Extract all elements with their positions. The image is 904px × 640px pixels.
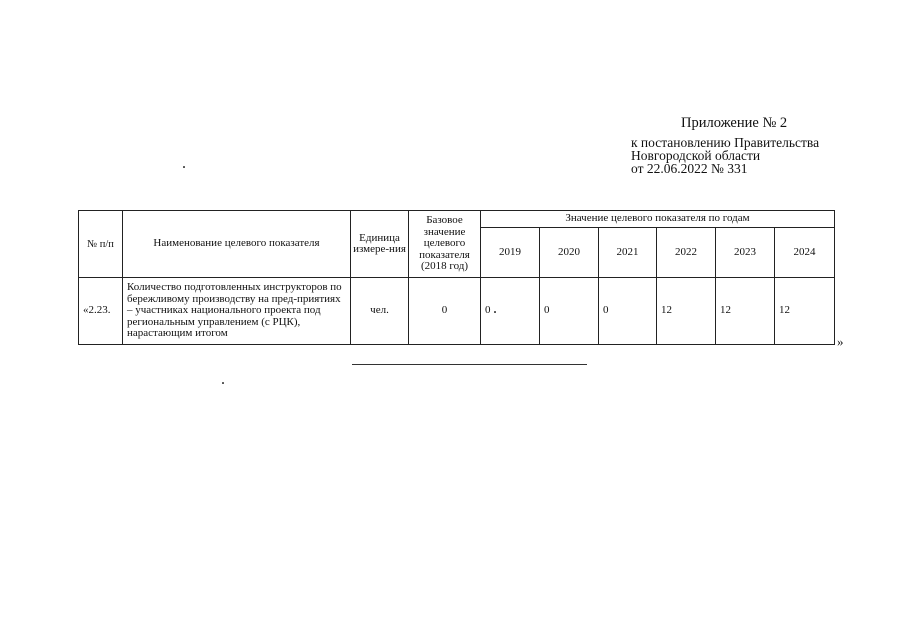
scan-speck [494,311,496,313]
bottom-rule [352,364,587,365]
appendix-line-2: Новгородской области [631,148,761,163]
header-year: 2022 [657,228,716,278]
header-name: Наименование целевого показателя [123,211,351,278]
row-value-2019: 0 [481,278,540,345]
row-value-2022: 12 [657,278,716,345]
row-indicator-name: Количество подготовленных инструкторов по бережливому производству на пред-приятиях – участниках национального проекта под региональным управлением (с РЦК), нарастающим итогом [123,278,351,345]
appendix-title: Приложение № 2 [681,115,788,131]
scan-speck [222,382,224,384]
row-value-2021: 0 [599,278,657,345]
header-unit: Единица измере-ния [351,211,409,278]
table-row [79,278,835,345]
header-year: 2024 [775,228,835,278]
scan-speck [183,166,185,168]
header-year: 2023 [716,228,775,278]
header-base: Базовое значение целевого показателя (2018 год) [409,211,481,278]
row-number: «2.23. [79,278,123,345]
row-value-2024: 12 [775,278,835,345]
header-year: 2019 [481,228,540,278]
header-year: 2021 [599,228,657,278]
header-years-group: Значение целевого показателя по годам [481,211,835,228]
header-number: № п/п [79,211,123,278]
row-base-value: 0 [409,278,481,345]
row-value-2023: 12 [716,278,775,345]
appendix-heading [631,116,891,175]
appendix-line-3: от 22.06.2022 № 331 [631,161,748,176]
closing-quote: » [837,334,844,349]
row-value-2020: 0 [540,278,599,345]
appendix-line-1: к постановлению Правительства [631,135,820,150]
header-year: 2020 [540,228,599,278]
row-unit: чел. [351,278,409,345]
indicator-table [78,210,835,345]
